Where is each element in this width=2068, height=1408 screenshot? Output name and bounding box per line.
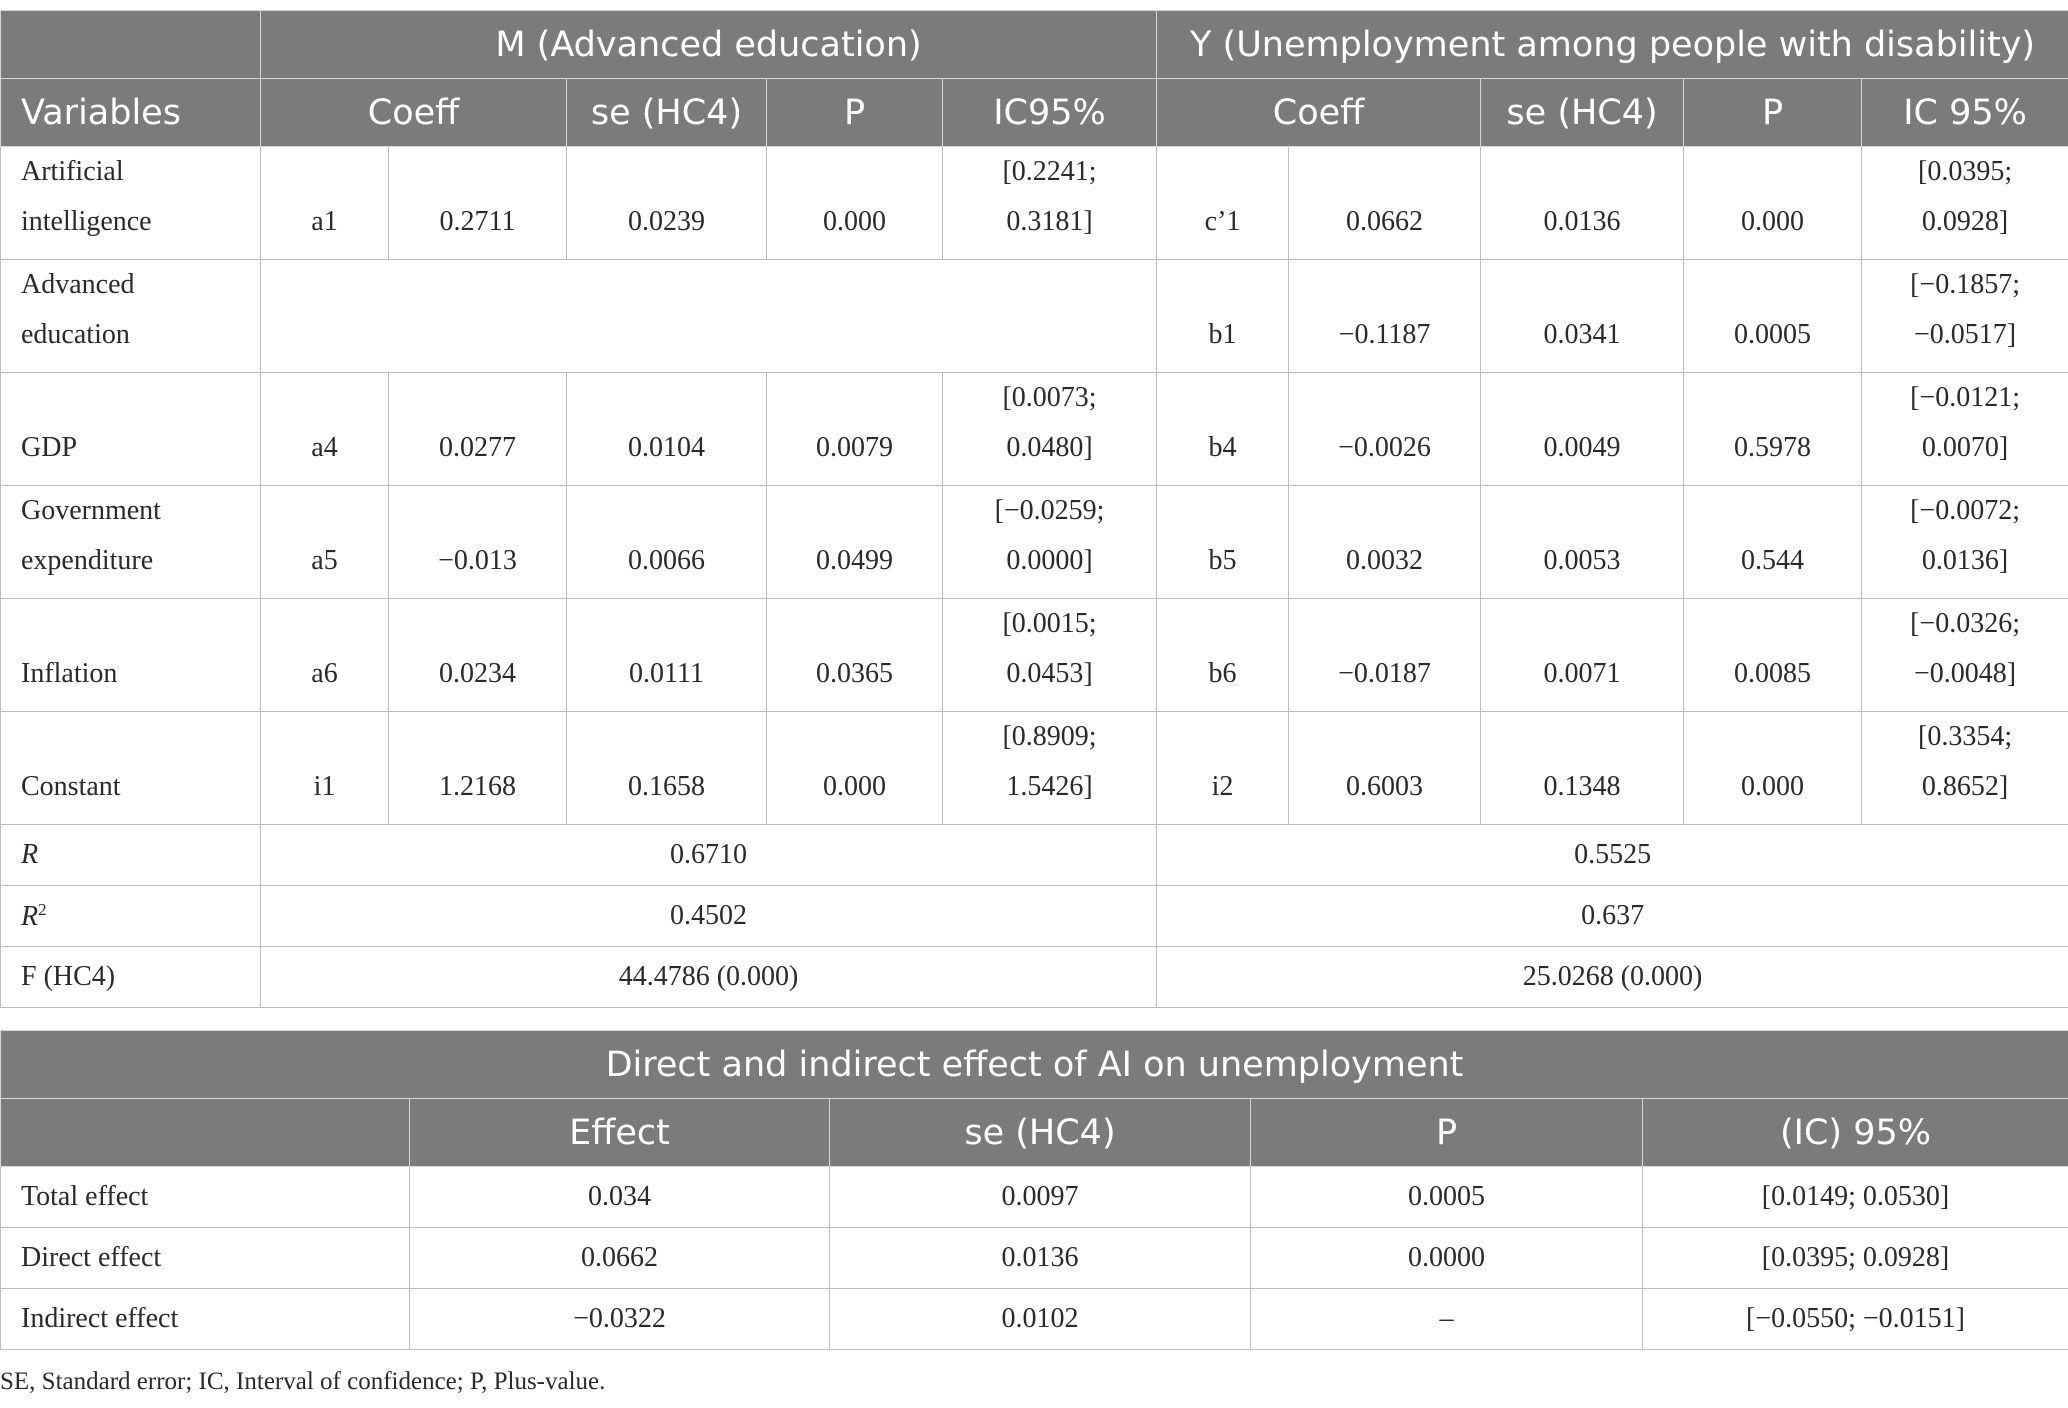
y-ci-upper: 0.0070]: [1921, 432, 2009, 463]
y-ci-lower: [−0.0072;: [1910, 495, 2021, 526]
y-coeff: −0.1187: [1289, 260, 1481, 373]
m-ci: [943, 373, 1157, 486]
col-p: P: [1251, 1099, 1643, 1167]
m-symbol: a5: [261, 486, 389, 599]
y-symbol: c’1: [1157, 147, 1289, 260]
effect-label: Indirect effect: [1, 1289, 410, 1350]
m-se: 0.0111: [567, 599, 767, 712]
m-ci: [943, 486, 1157, 599]
variable-line-2: Constant: [21, 771, 121, 802]
table-row-r: [1, 825, 2068, 886]
r2-m-value: 0.4502: [261, 886, 1157, 947]
f-label: F (HC4): [1, 947, 261, 1008]
y-ci-lower: [0.3354;: [1918, 721, 2013, 752]
y-symbol: i2: [1157, 712, 1289, 825]
regression-table: [0, 10, 2068, 1008]
y-symbol: b1: [1157, 260, 1289, 373]
m-p: 0.000: [767, 712, 943, 825]
m-se: 0.1658: [567, 712, 767, 825]
m-empty-span: [261, 260, 1157, 373]
col-se-m: se (HC4): [567, 79, 767, 147]
m-coeff: 1.2168: [389, 712, 567, 825]
effects-table: [0, 1030, 2068, 1350]
variable-line-1: Advanced: [21, 269, 135, 300]
y-ci: [1862, 373, 2068, 486]
m-coeff: −0.013: [389, 486, 567, 599]
y-se: 0.0071: [1481, 599, 1684, 712]
y-ci: [1862, 712, 2068, 825]
y-ci: [1862, 260, 2068, 373]
y-ci-upper: −0.0048]: [1914, 658, 2017, 689]
m-ci-lower: [0.8909;: [1002, 721, 1097, 752]
effect-p: –: [1251, 1289, 1643, 1350]
variable-line-2: education: [21, 319, 130, 350]
m-ci-upper: 0.3181]: [1006, 206, 1093, 237]
variable-cell: [1, 599, 261, 712]
col-ci: (IC) 95%: [1643, 1099, 2068, 1167]
variable-cell: [1, 712, 261, 825]
r-y-value: 0.5525: [1157, 825, 2068, 886]
m-symbol: a1: [261, 147, 389, 260]
m-coeff: 0.0277: [389, 373, 567, 486]
col-variables: Variables: [1, 79, 261, 147]
effect-ci: [0.0149; 0.0530]: [1643, 1167, 2068, 1228]
col-se-y: se (HC4): [1481, 79, 1684, 147]
m-symbol: a6: [261, 599, 389, 712]
y-ci: [1862, 147, 2068, 260]
r-label: R: [1, 825, 261, 886]
table-row-r2: [1, 886, 2068, 947]
m-se: 0.0104: [567, 373, 767, 486]
group-y-header: Y (Unemployment among people with disability): [1157, 11, 2068, 79]
variable-cell: [1, 147, 261, 260]
r2-label-text: R: [21, 900, 39, 932]
m-coeff: 0.2711: [389, 147, 567, 260]
m-ci-lower: [0.0073;: [1002, 382, 1097, 413]
table-row: [1, 1167, 2068, 1228]
y-ci-lower: [−0.0326;: [1910, 608, 2021, 639]
y-p: 0.0085: [1684, 599, 1862, 712]
table-row-f: [1, 947, 2068, 1008]
y-ci-lower: [−0.0121;: [1910, 382, 2021, 413]
variable-cell: [1, 486, 261, 599]
y-se: 0.1348: [1481, 712, 1684, 825]
effect-p: 0.0005: [1251, 1167, 1643, 1228]
effect-p: 0.0000: [1251, 1228, 1643, 1289]
y-ci: [1862, 486, 2068, 599]
effect-value: 0.0662: [410, 1228, 830, 1289]
y-p: 0.000: [1684, 147, 1862, 260]
effect-label: Direct effect: [1, 1228, 410, 1289]
col-coeff-y: Coeff: [1157, 79, 1481, 147]
y-coeff: 0.6003: [1289, 712, 1481, 825]
m-symbol: i1: [261, 712, 389, 825]
effect-se: 0.0097: [830, 1167, 1251, 1228]
y-symbol: b5: [1157, 486, 1289, 599]
y-se: 0.0136: [1481, 147, 1684, 260]
variable-cell: [1, 373, 261, 486]
m-ci-lower: [0.0015;: [1002, 608, 1097, 639]
f-m-value: 44.4786 (0.000): [261, 947, 1157, 1008]
variable-line-2: intelligence: [21, 206, 152, 237]
table-row: [1, 599, 2068, 712]
r-m-value: 0.6710: [261, 825, 1157, 886]
m-se: 0.0066: [567, 486, 767, 599]
y-p: 0.0005: [1684, 260, 1862, 373]
m-p: 0.000: [767, 147, 943, 260]
y-ci-upper: 0.8652]: [1921, 771, 2009, 802]
col-ci-y: IC 95%: [1862, 79, 2068, 147]
col-se: se (HC4): [830, 1099, 1251, 1167]
m-ci-upper: 0.0480]: [1006, 432, 1093, 463]
y-p: 0.000: [1684, 712, 1862, 825]
m-ci-upper: 1.5426]: [1006, 771, 1093, 802]
effects-header-row: [1, 1099, 2068, 1167]
y-ci-lower: [−0.1857;: [1910, 269, 2021, 300]
effect-se: 0.0136: [830, 1228, 1251, 1289]
r2-superscript: 2: [38, 899, 47, 919]
column-header-row: [1, 79, 2068, 147]
m-ci-upper: 0.0453]: [1006, 658, 1093, 689]
effect-value: −0.0322: [410, 1289, 830, 1350]
effects-title: Direct and indirect effect of AI on unemployment: [1, 1031, 2068, 1099]
y-p: 0.544: [1684, 486, 1862, 599]
y-ci-upper: 0.0136]: [1921, 545, 2009, 576]
y-symbol: b4: [1157, 373, 1289, 486]
m-se: 0.0239: [567, 147, 767, 260]
effect-ci: [−0.0550; −0.0151]: [1643, 1289, 2068, 1350]
footnote: SE, Standard error; IC, Interval of confidence; P, Plus-value.: [0, 1368, 606, 1395]
y-symbol: b6: [1157, 599, 1289, 712]
table-row: [1, 712, 2068, 825]
table-row: [1, 1228, 2068, 1289]
col-ci-m: IC95%: [943, 79, 1157, 147]
variable-line-1: Artificial: [21, 156, 124, 187]
y-ci: [1862, 599, 2068, 712]
m-ci: [943, 147, 1157, 260]
y-coeff: 0.0032: [1289, 486, 1481, 599]
empty-corner-cell: [1, 11, 261, 79]
effect-ci: [0.0395; 0.0928]: [1643, 1228, 2068, 1289]
y-coeff: −0.0026: [1289, 373, 1481, 486]
y-coeff: 0.0662: [1289, 147, 1481, 260]
table-row: [1, 373, 2068, 486]
variable-line-2: GDP: [21, 432, 78, 463]
group-header-row: [1, 11, 2068, 79]
m-ci: [943, 599, 1157, 712]
m-coeff: 0.0234: [389, 599, 567, 712]
variable-cell: [1, 260, 261, 373]
y-se: 0.0049: [1481, 373, 1684, 486]
m-p: 0.0365: [767, 599, 943, 712]
r2-y-value: 0.637: [1157, 886, 2068, 947]
empty-corner-cell: [1, 1099, 410, 1167]
col-p-m: P: [767, 79, 943, 147]
m-p: 0.0499: [767, 486, 943, 599]
m-ci-lower: [−0.0259;: [994, 495, 1105, 526]
y-se: 0.0053: [1481, 486, 1684, 599]
table-row: [1, 1289, 2068, 1350]
m-ci: [943, 712, 1157, 825]
y-ci-upper: 0.0928]: [1921, 206, 2009, 237]
effect-value: 0.034: [410, 1167, 830, 1228]
m-ci-upper: 0.0000]: [1006, 545, 1093, 576]
col-p-y: P: [1684, 79, 1862, 147]
effects-title-row: [1, 1031, 2068, 1099]
m-symbol: a4: [261, 373, 389, 486]
col-coeff-m: Coeff: [261, 79, 567, 147]
y-p: 0.5978: [1684, 373, 1862, 486]
effect-se: 0.0102: [830, 1289, 1251, 1350]
variable-line-1: Government: [21, 495, 161, 526]
table-row: [1, 260, 2068, 373]
y-coeff: −0.0187: [1289, 599, 1481, 712]
table-row: [1, 147, 2068, 260]
y-ci-lower: [0.0395;: [1918, 156, 2013, 187]
table-row: [1, 486, 2068, 599]
y-se: 0.0341: [1481, 260, 1684, 373]
col-effect: Effect: [410, 1099, 830, 1167]
effect-label: Total effect: [1, 1167, 410, 1228]
f-y-value: 25.0268 (0.000): [1157, 947, 2068, 1008]
m-p: 0.0079: [767, 373, 943, 486]
m-ci-lower: [0.2241;: [1002, 156, 1097, 187]
variable-line-2: expenditure: [21, 545, 154, 576]
y-ci-upper: −0.0517]: [1914, 319, 2017, 350]
r2-label: [1, 886, 261, 947]
group-m-header: M (Advanced education): [261, 11, 1157, 79]
variable-line-2: Inflation: [21, 658, 118, 689]
